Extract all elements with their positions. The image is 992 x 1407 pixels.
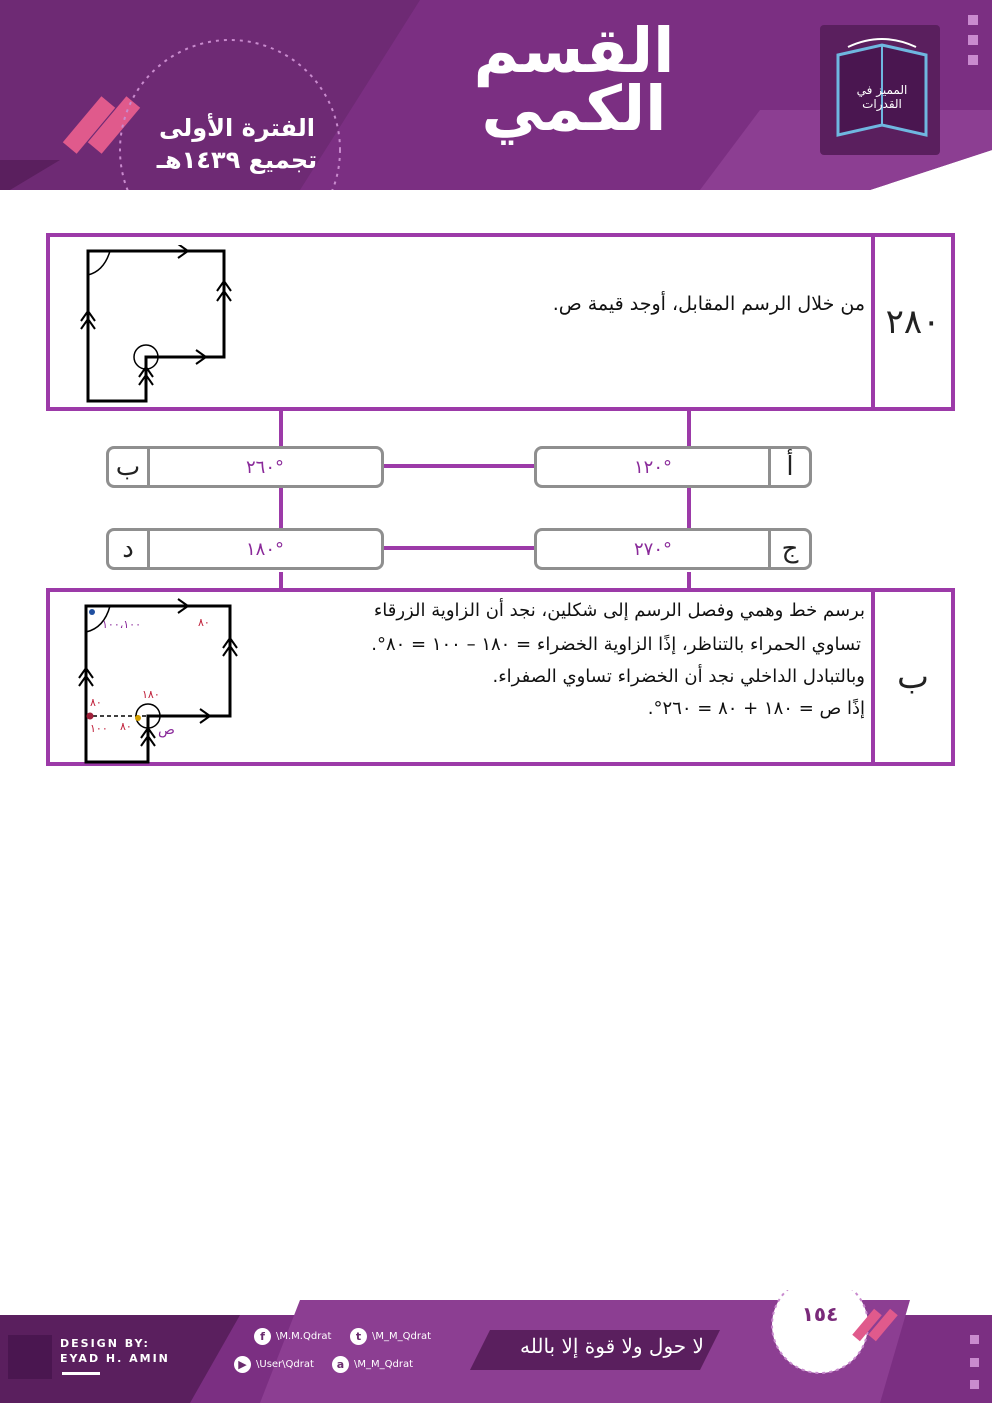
option-letter: أ (768, 449, 809, 485)
question-number: ٢٨٠ (871, 237, 951, 407)
social-handle: \M.M.Qdrat (276, 1331, 332, 1342)
ask-icon: a (332, 1356, 349, 1373)
page-number: ١٥٤ (801, 1302, 839, 1326)
option-value: ١٨٠° (245, 538, 284, 560)
social-youtube[interactable] (234, 1356, 314, 1373)
question-box (46, 233, 955, 411)
social-facebook[interactable] (254, 1328, 331, 1345)
connector (383, 464, 536, 468)
answer-line: وبالتبادل الداخلي نجد أن الخضراء تساوي الصفراء. (492, 666, 865, 687)
option-letter: د (109, 531, 150, 567)
option-letter: ج (768, 531, 809, 567)
connector (279, 411, 283, 447)
fig-label: ٨٠ (120, 720, 132, 733)
option-d[interactable] (106, 528, 384, 570)
twitter-icon: t (350, 1328, 367, 1345)
design-by-label: DESIGN BY: (60, 1337, 150, 1350)
social-handle: \M_M_Qdrat (354, 1359, 414, 1370)
question-text: من خلال الرسم المقابل، أوجد قيمة ص. (552, 293, 865, 315)
youtube-icon: ▶ (234, 1356, 251, 1373)
question-figure (80, 245, 240, 405)
connector (687, 488, 691, 530)
period-line2: تجميع ١٤٣٩هـ (156, 146, 318, 174)
period-label (132, 112, 342, 176)
answer-line: تساوي الحمراء بالتناظر، إذًا الزاوية الخضراء = ١٨٠ – ١٠٠ = ٨٠°. (371, 634, 861, 655)
fig-label: ١٠٠،١٠٠ (102, 618, 141, 631)
facebook-icon: f (254, 1328, 271, 1345)
section-title-line1: القسم (473, 14, 675, 87)
answer-line: برسم خط وهمي وفصل الرسم إلى شكلين، نجد أن الزاوية الزرقاء (373, 600, 865, 621)
logo-text: المميز في القدرات (856, 83, 908, 111)
fig-label: ١٨٠ (142, 688, 160, 701)
page-header (0, 0, 992, 190)
calligraphy-text: لا حول ولا قوة إلا بالله (520, 1334, 704, 1358)
answer-line: إذًا ص = ١٨٠ + ٨٠ = ٢٦٠°. (647, 698, 865, 719)
period-line1: الفترة الأولى (158, 114, 316, 142)
option-c[interactable] (534, 528, 812, 570)
option-value: ١٢٠° (633, 456, 672, 478)
social-handle: \User\Qdrat (256, 1359, 314, 1370)
designer-credit (60, 1336, 170, 1366)
option-b[interactable] (106, 446, 384, 488)
fig-label: ٨٠ (198, 616, 210, 629)
fig-label: ص (158, 722, 175, 738)
answer-box (46, 588, 955, 766)
social-handle: \M_M_Qdrat (372, 1331, 432, 1342)
connector (383, 546, 536, 550)
section-title (404, 14, 744, 145)
logo (828, 35, 936, 145)
social-twitter[interactable] (350, 1328, 431, 1345)
fig-label: ٨٠ (90, 696, 102, 709)
social-ask[interactable] (332, 1356, 413, 1373)
page-footer (0, 1290, 992, 1403)
option-value: ٢٧٠° (633, 538, 672, 560)
section-title-line2: الكمي (481, 72, 667, 145)
designer-name: EYAD H. AMIN (60, 1352, 170, 1365)
option-a[interactable] (534, 446, 812, 488)
connector (687, 411, 691, 447)
connector (279, 488, 283, 530)
fig-label: ١٠٠ (90, 722, 108, 735)
answer-letter: ب (871, 592, 951, 762)
option-letter: ب (109, 449, 150, 485)
option-value: ٢٦٠° (245, 456, 284, 478)
